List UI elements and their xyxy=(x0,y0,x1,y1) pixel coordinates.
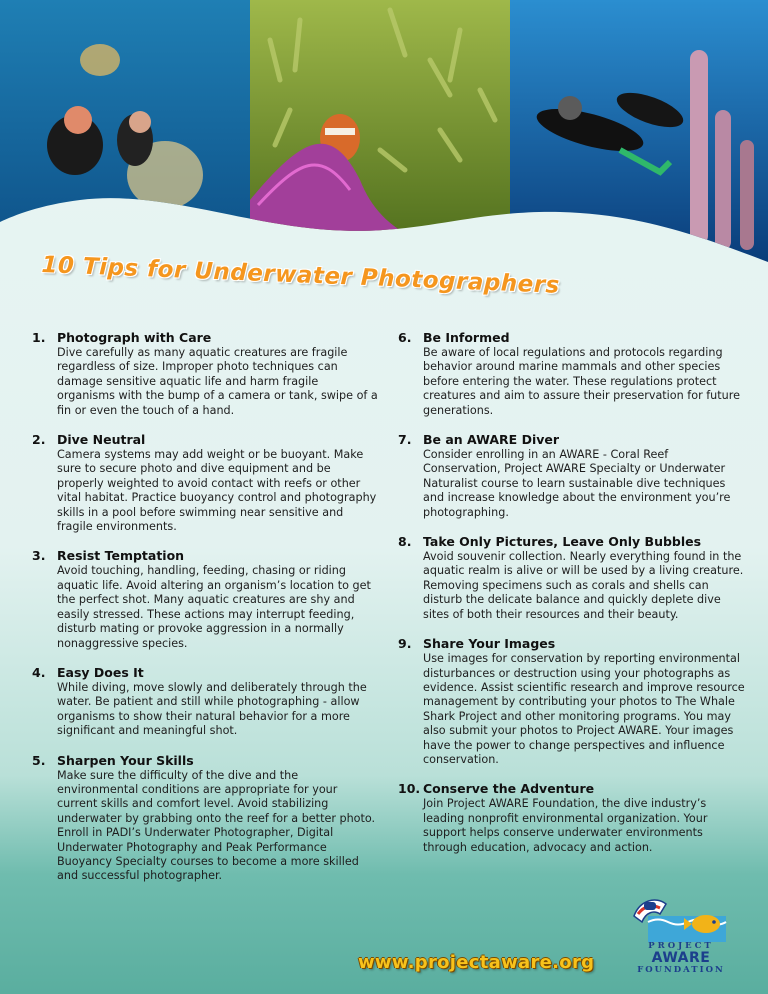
tip-body: Avoid souvenir collection. Nearly everything found in the aquatic realm is alive or will be used by a living creature. Removing specimens such as corals and shells can disturb the delicate balance and quickly deplete dive sites of both their resources and their beauty. xyxy=(423,550,744,621)
tip-body: While diving, move slowly and deliberately through the water. Be patient and still while photographing - allow organisms to show their natural behavior for a more significant and meaningful shot. xyxy=(57,680,367,738)
page-title: 10 Tips for Underwater Photographers xyxy=(40,252,561,299)
tip-item xyxy=(398,781,748,855)
logo-line-aware: AWARE xyxy=(651,950,711,966)
tip-body: Consider enrolling in an AWARE - Coral Reef Conservation, Project AWARE Specialty or Underwater Naturalist course to learn sustainable dive techniques and increase knowledge about the environment you’re photographing. xyxy=(423,448,731,519)
tip-body: Dive carefully as many aquatic creatures are fragile regardless of size. Improper photo techniques can damage sensitive aquatic life and harm fragile organisms with the bump of a camera or tank, swipe of a fin or even the touch of a hand. xyxy=(57,346,378,417)
tip-item xyxy=(398,636,748,767)
project-aware-logo xyxy=(626,896,736,978)
tip-number: 1. xyxy=(32,330,46,345)
tip-heading: Take Only Pictures, Leave Only Bubbles xyxy=(423,534,702,550)
tip-heading: Be an AWARE Diver xyxy=(423,432,560,448)
tip-item xyxy=(32,432,378,534)
tip-item xyxy=(398,432,748,520)
tip-number: 8. xyxy=(398,534,412,550)
tip-heading: Share Your Images xyxy=(423,636,556,652)
tip-number: 7. xyxy=(398,432,412,448)
tip-number: 10. xyxy=(398,781,421,797)
tip-item xyxy=(32,665,378,739)
tip-item xyxy=(32,330,378,418)
tip-heading: Dive Neutral xyxy=(57,432,146,448)
tip-item xyxy=(398,330,748,418)
tip-item xyxy=(398,534,748,622)
tip-number: 5. xyxy=(32,752,46,768)
tip-item xyxy=(32,548,378,650)
tip-heading: Photograph with Care xyxy=(57,330,212,345)
tip-number: 6. xyxy=(398,330,412,345)
tip-heading: Easy Does It xyxy=(57,664,144,680)
website-link[interactable]: www.projectaware.org xyxy=(358,952,595,973)
tip-heading: Be Informed xyxy=(423,330,510,345)
logo-line-foundation: FOUNDATION xyxy=(637,965,725,975)
photo-banner xyxy=(0,0,768,262)
tip-body: Camera systems may add weight or be buoyant. Make sure to secure photo and dive equipment and be properly weighted to avoid contact with reefs or other vital habitat. Practice buoyancy control and photography skills in a pool before swimming near sensitive and fragile environments. xyxy=(57,448,377,534)
tip-body: Join Project AWARE Foundation, the dive industry’s leading nonprofit environmental organization. Your support helps conserve underwater environments through education, advocacy and action. xyxy=(423,797,708,854)
tip-number: 2. xyxy=(32,432,46,448)
tip-number: 3. xyxy=(32,548,46,564)
logo-graphic-icon xyxy=(626,896,736,944)
tip-body: Make sure the difficulty of the dive and the environmental conditions are appropriate for your current skills and comfort level. Avoid stabilizing underwater by grabbing onto the reef for a better photo. Enroll in PADI’s Underwater Photographer, Digital Underwater Photography and Peak Performance Buoyancy Specialty courses to become a more skilled and successful photographer. xyxy=(57,768,376,883)
tip-heading: Conserve the Adventure xyxy=(423,781,595,797)
tip-item xyxy=(32,753,378,884)
tip-heading: Sharpen Your Skills xyxy=(57,752,194,768)
tip-body: Be aware of local regulations and protocols regarding behavior around marine mammals and other species before entering the water. These regulations protect creatures and aim to assure their preservation for future generations. xyxy=(423,346,740,417)
tips-right-column xyxy=(398,330,748,869)
tip-number: 4. xyxy=(32,664,46,680)
tip-body: Use images for conservation by reporting environmental disturbances or destruction using your photographs as evidence. Assist scientific research and improve resource management by contributing your photos to The Whale Shark Project and other monitoring programs. You may also submit your photos to Project AWARE. Your images have the power to change perspectives and influence conservation. xyxy=(423,652,745,766)
tips-left-column xyxy=(32,330,378,898)
tip-number: 9. xyxy=(398,636,412,652)
tip-heading: Resist Temptation xyxy=(57,548,185,564)
tip-body: Avoid touching, handling, feeding, chasing or riding aquatic life. Avoid altering an organism’s location to get the perfect shot. Many aquatic creatures are shy and easily stressed. These actions may interrupt feeding, disturb mating or provoke aggression in a normally nonaggressive species. xyxy=(57,564,371,650)
logo-line-project: PROJECT xyxy=(648,941,714,951)
